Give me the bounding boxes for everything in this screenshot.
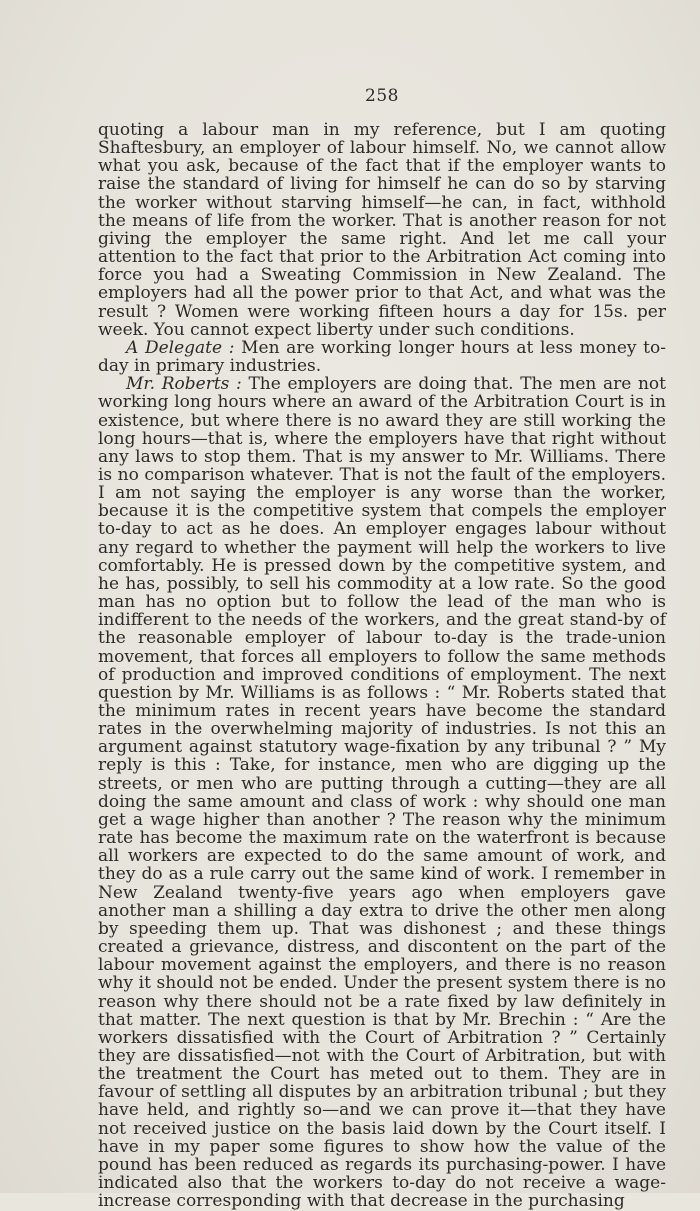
paragraph-delegate (98, 339, 666, 375)
page-number: 258 (365, 86, 399, 106)
body-text (98, 121, 666, 1210)
paragraph-roberts (98, 375, 666, 1210)
paragraph-text: quoting a labour man in my reference, but I am quoting Shaftesbury, an employer of labour himself. No, we cannot allow what you ask, because of the fact that if the employer wants to raise the standard of living for himself he can do so by starving the worker without starving himself—he can, in fact, withhold the means of life from the worker. That is another reason for not giving the employer the same right. And let me call your attention to the fact that prior to the Arbitration Act coming into force you had a Sweating Commission in New Zealand. The employers had all the power prior to that Act, and what was the result ? Women were working fifteen hours a day for 15s. per week. You cannot expect liberty under such conditions. (98, 120, 666, 340)
paragraph-continuation (98, 121, 666, 339)
speaker-label: Mr. Roberts : (126, 374, 242, 395)
paragraph-text: The employers are doing that. The men are not working long hours where an award of the Arbitration Court is in existence, but where there is no award they are still working the long hours—that is, where the employers have that right without any laws to stop them. That is my answer to Mr. Williams. There is no comparison whatever. That is not the fault of the employers. I am not saying the employer is any worse than the worker, because it is the competitive system that compels the employer to-day to act as he does. An employer engages labour without any regard to whether the payment will help the workers to live comfortably. He is pressed down by the competitive system, and he has, possibly, to sell his commodity at a low rate. So the good man has no option but to follow the lead of the man who is indifferent to the needs of the workers, and the great stand-by of the reasonable employer of labour to-day is the trade-union movement, that forces all employers to follow the same methods of production and improved conditions of employment. The next question by Mr. Williams is as follows : “ Mr. Roberts stated that the minimum rates in recent years have become the standard rates in the overwhelming majority of industries. Is not this an argument against statutory wage-fixation by any tribunal ? ” My reply is this : Take, for instance, men who are digging up the streets, or men who are putting through a cutting—they are all doing the same amount and class of work : why should one man get a wage higher than another ? The reason why the minimum rate has become the maximum rate on the waterfront is because all workers are expected to do the same amount of work, and they do as a rule carry out the same kind of work. I remember in New Zealand twenty-five years ago when employers gave another man a shilling a day extra to drive the other men along by speeding them up. That was dishonest ; and these things created a grievance, distress, and discontent on the part of the labour movement against the employers, and there is no reason why it should not be ended. Under the present system there is no reason why there should not be a rate fixed by law definitely in that matter. The next question is that by Mr. Brechin : “ Are the workers dissatisfied with the Court of Arbitration ? ” Certainly they are dissatisfied—not with the Court of Arbitration, but with the treatment the Court has meted out to them. They are in favour of settling all disputes by an arbitration tribunal ; but they have held, and rightly so—and we can prove it—that they have not received justice on the basis laid down by the Court itself. I have in my paper some figures to show how the value of the pound has been reduced as regards its purchasing-power. I have indicated also that the workers to-day do not receive a wage-increase corresponding with that decrease in the purchasing (98, 374, 667, 1211)
speaker-label: A Delegate : (126, 337, 235, 358)
paragraph-text: Men are working longer hours at less money to-day in primary industries. (98, 337, 666, 377)
